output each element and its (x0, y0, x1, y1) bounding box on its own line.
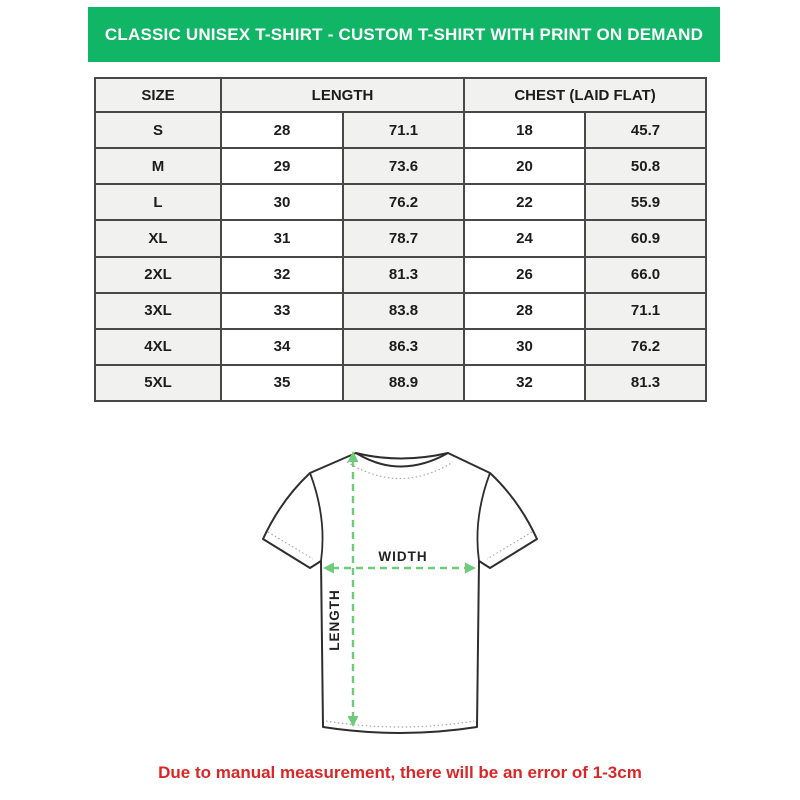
size-cell: L (95, 184, 221, 220)
length-cm-cell: 73.6 (343, 148, 464, 184)
size-cell: 3XL (95, 293, 221, 329)
size-cell: XL (95, 220, 221, 256)
length-in-cell: 35 (221, 365, 343, 401)
col-header-length: LENGTH (221, 78, 464, 112)
chest-cm-cell: 55.9 (585, 184, 706, 220)
length-cm-cell: 76.2 (343, 184, 464, 220)
chest-in-cell: 22 (464, 184, 585, 220)
chest-cm-cell: 66.0 (585, 257, 706, 293)
table-row (95, 365, 706, 401)
length-label: LENGTH (327, 589, 342, 651)
chest-cm-cell: 71.1 (585, 293, 706, 329)
chest-in-cell: 30 (464, 329, 585, 365)
chest-in-cell: 26 (464, 257, 585, 293)
table-row (95, 148, 706, 184)
title-banner (88, 7, 720, 62)
table-row (95, 184, 706, 220)
chest-cm-cell: 76.2 (585, 329, 706, 365)
col-header-chest: CHEST (LAID FLAT) (464, 78, 706, 112)
table-header-row (95, 78, 706, 112)
chest-cm-cell: 50.8 (585, 148, 706, 184)
length-in-cell: 29 (221, 148, 343, 184)
length-in-cell: 32 (221, 257, 343, 293)
length-in-cell: 28 (221, 112, 343, 148)
length-in-cell: 33 (221, 293, 343, 329)
measurement-note: Due to manual measurement, there will be an error of 1-3cm (158, 763, 642, 782)
chest-in-cell: 24 (464, 220, 585, 256)
chest-cm-cell: 81.3 (585, 365, 706, 401)
size-cell: S (95, 112, 221, 148)
length-cm-cell: 71.1 (343, 112, 464, 148)
tshirt-outline (263, 453, 537, 733)
size-cell: 4XL (95, 329, 221, 365)
chest-in-cell: 28 (464, 293, 585, 329)
product-title: CLASSIC UNISEX T-SHIRT - CUSTOM T-SHIRT WITH PRINT ON DEMAND (104, 24, 704, 44)
length-cm-cell: 83.8 (343, 293, 464, 329)
table-row (95, 220, 706, 256)
tshirt-diagram (247, 438, 547, 750)
length-in-cell: 30 (221, 184, 343, 220)
size-chart-table (94, 77, 707, 402)
col-header-size: SIZE (95, 78, 221, 112)
table-row (95, 257, 706, 293)
chest-in-cell: 20 (464, 148, 585, 184)
size-cell: 2XL (95, 257, 221, 293)
chest-cm-cell: 60.9 (585, 220, 706, 256)
chest-in-cell: 32 (464, 365, 585, 401)
table-row (95, 293, 706, 329)
chest-cm-cell: 45.7 (585, 112, 706, 148)
table-row (95, 329, 706, 365)
size-cell: 5XL (95, 365, 221, 401)
length-cm-cell: 88.9 (343, 365, 464, 401)
length-in-cell: 34 (221, 329, 343, 365)
width-label: WIDTH (378, 549, 428, 564)
length-cm-cell: 78.7 (343, 220, 464, 256)
length-cm-cell: 81.3 (343, 257, 464, 293)
table-row (95, 112, 706, 148)
length-cm-cell: 86.3 (343, 329, 464, 365)
length-in-cell: 31 (221, 220, 343, 256)
size-cell: M (95, 148, 221, 184)
chest-in-cell: 18 (464, 112, 585, 148)
